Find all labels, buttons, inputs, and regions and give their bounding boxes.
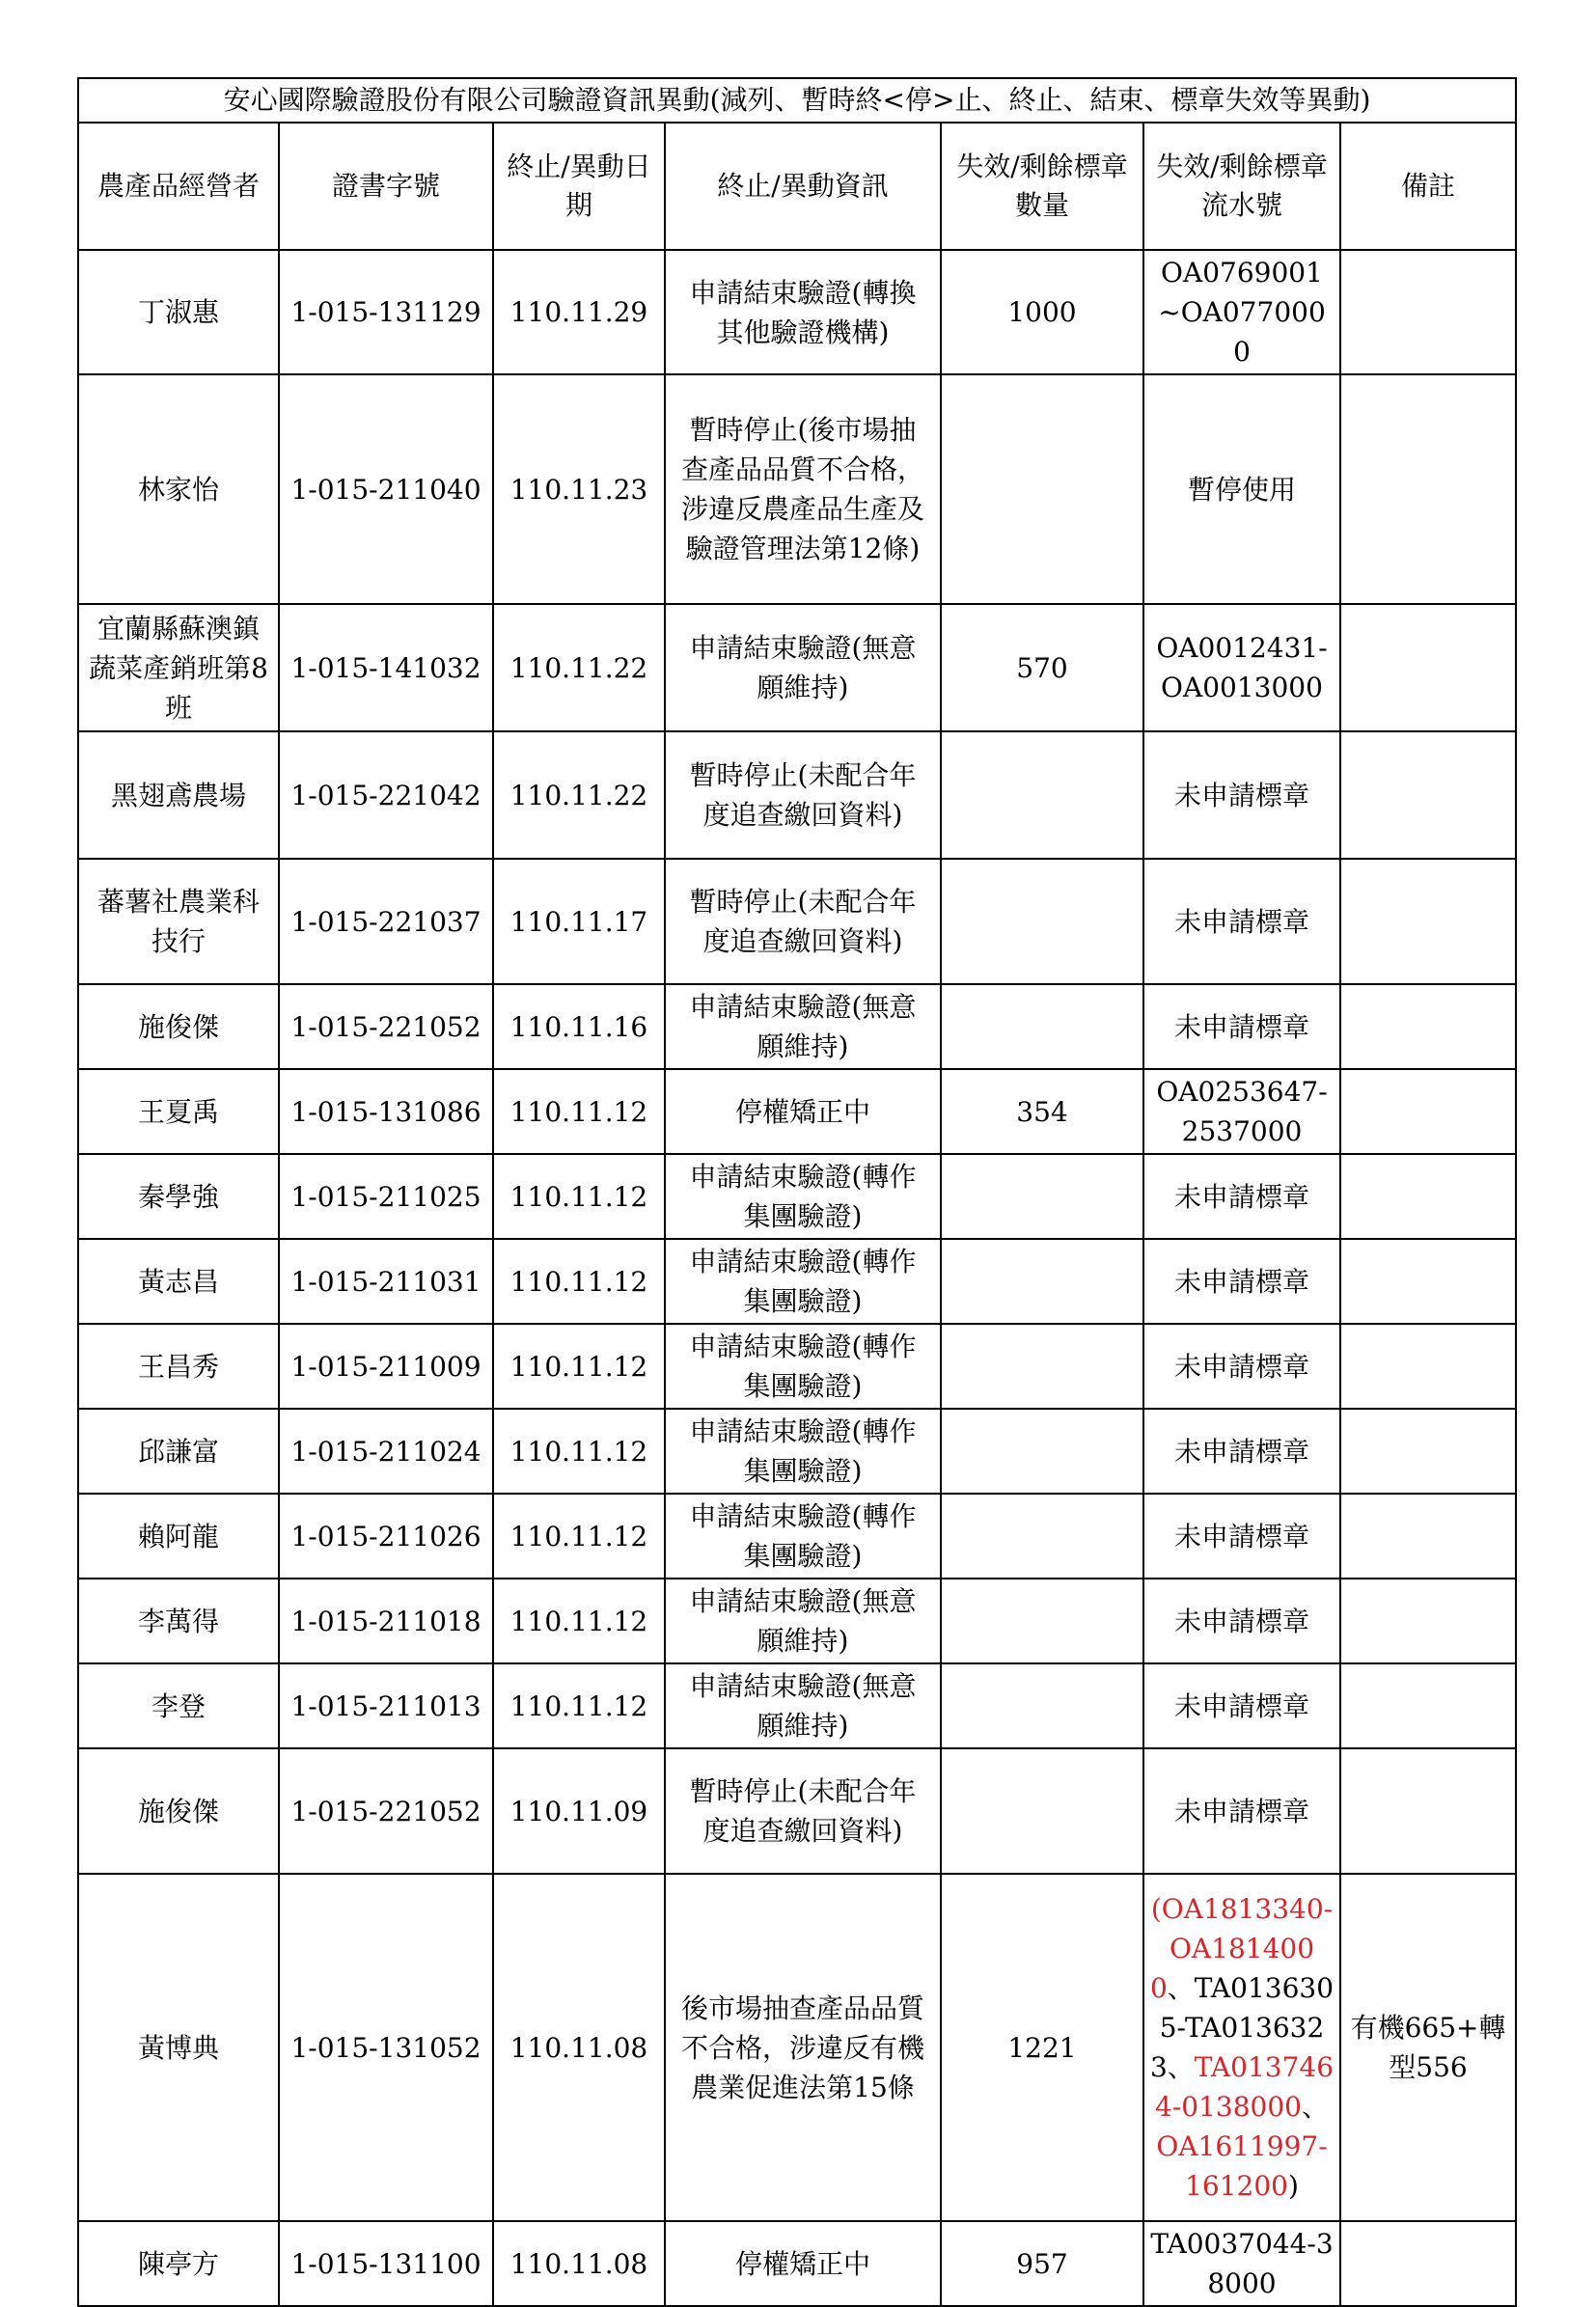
cell-operator: 李登 xyxy=(78,1663,279,1748)
cell-qty xyxy=(941,1748,1143,1874)
serial-sep-1: 、 xyxy=(1167,1972,1195,2004)
cell-date: 110.11.08 xyxy=(493,2221,665,2306)
cell-info: 申請結束驗證(轉作集團驗證) xyxy=(665,1324,941,1409)
cell-operator: 蕃薯社農業科技行 xyxy=(78,859,279,984)
cell-operator: 王昌秀 xyxy=(78,1324,279,1409)
table-row xyxy=(78,1069,1516,1154)
cell-serial: 未申請標章 xyxy=(1143,859,1340,984)
cell-cert: 1-015-211040 xyxy=(279,374,493,604)
cell-operator: 王夏禹 xyxy=(78,1069,279,1154)
cell-info: 暫時停止(未配合年度追查繳回資料) xyxy=(665,731,941,859)
cell-operator: 施俊傑 xyxy=(78,984,279,1069)
cell-date: 110.11.12 xyxy=(493,1324,665,1409)
cell-date: 110.11.29 xyxy=(493,250,665,374)
cell-note xyxy=(1340,1239,1516,1324)
cell-info: 申請結束驗證(轉作集團驗證) xyxy=(665,1494,941,1579)
cell-date: 110.11.16 xyxy=(493,984,665,1069)
table-row xyxy=(78,984,1516,1069)
cell-note xyxy=(1340,731,1516,859)
title-row xyxy=(78,78,1516,123)
header-info: 終止/異動資訊 xyxy=(665,123,941,250)
cell-operator: 黑翅鳶農場 xyxy=(78,731,279,859)
cell-date: 110.11.22 xyxy=(493,731,665,859)
table-row xyxy=(78,604,1516,731)
cell-date: 110.11.12 xyxy=(493,1239,665,1324)
cell-serial: OA0012431-OA0013000 xyxy=(1143,604,1340,731)
cell-note xyxy=(1340,1748,1516,1874)
cell-note xyxy=(1340,1409,1516,1494)
header-date: 終止/異動日期 xyxy=(493,123,665,250)
serial-part-1: (OA1813340-OA1814000 xyxy=(1149,1893,1334,2004)
cell-info: 停權矯正中 xyxy=(665,2221,941,2306)
header-serial: 失效/剩餘標章流水號 xyxy=(1143,123,1340,250)
cell-date: 110.11.12 xyxy=(493,1579,665,1663)
table-row xyxy=(78,374,1516,604)
cell-cert: 1-015-221037 xyxy=(279,859,493,984)
verification-change-table xyxy=(77,77,1517,2307)
table-row xyxy=(78,1239,1516,1324)
cell-date: 110.11.12 xyxy=(493,1069,665,1154)
cell-cert: 1-015-211018 xyxy=(279,1579,493,1663)
cell-cert: 1-015-131100 xyxy=(279,2221,493,2306)
cell-note xyxy=(1340,1324,1516,1409)
serial-end: ) xyxy=(1287,2170,1299,2202)
serial-sep-3: 、 xyxy=(1301,2091,1329,2123)
cell-note: 有機665+轉型556 xyxy=(1340,1874,1516,2221)
cell-date: 110.11.12 xyxy=(493,1494,665,1579)
table-row xyxy=(78,1324,1516,1409)
cell-serial: 未申請標章 xyxy=(1143,1154,1340,1239)
cell-date: 110.11.12 xyxy=(493,1663,665,1748)
cell-qty xyxy=(941,1409,1143,1494)
cell-serial: 未申請標章 xyxy=(1143,1494,1340,1579)
cell-qty: 957 xyxy=(941,2221,1143,2306)
table-row xyxy=(78,1494,1516,1579)
cell-info: 申請結束驗證(無意願維持) xyxy=(665,984,941,1069)
cell-info: 申請結束驗證(轉換其他驗證機構) xyxy=(665,250,941,374)
cell-serial: 未申請標章 xyxy=(1143,1324,1340,1409)
cell-info: 申請結束驗證(無意願維持) xyxy=(665,1579,941,1663)
cell-serial: TA0037044-38000 xyxy=(1143,2221,1340,2306)
cell-cert: 1-015-141032 xyxy=(279,604,493,731)
cell-note xyxy=(1340,1154,1516,1239)
cell-note xyxy=(1340,1663,1516,1748)
cell-note xyxy=(1340,1494,1516,1579)
cell-qty xyxy=(941,1579,1143,1663)
cell-date: 110.11.09 xyxy=(493,1748,665,1874)
cell-cert: 1-015-131129 xyxy=(279,250,493,374)
cell-cert: 1-015-131052 xyxy=(279,1874,493,2221)
cell-qty xyxy=(941,1494,1143,1579)
cell-operator: 李萬得 xyxy=(78,1579,279,1663)
cell-info: 後市場抽查產品品質不合格，涉違反有機農業促進法第15條 xyxy=(665,1874,941,2221)
table-row xyxy=(78,1154,1516,1239)
header-qty: 失效/剩餘標章數量 xyxy=(941,123,1143,250)
cell-date: 110.11.12 xyxy=(493,1154,665,1239)
cell-qty: 570 xyxy=(941,604,1143,731)
cell-cert: 1-015-221052 xyxy=(279,1748,493,1874)
cell-info: 申請結束驗證(轉作集團驗證) xyxy=(665,1409,941,1494)
table-row xyxy=(78,1663,1516,1748)
cell-qty: 1000 xyxy=(941,250,1143,374)
cell-note xyxy=(1340,1579,1516,1663)
table-row xyxy=(78,1409,1516,1494)
cell-cert: 1-015-221042 xyxy=(279,731,493,859)
cell-date: 110.11.12 xyxy=(493,1409,665,1494)
cell-operator: 施俊傑 xyxy=(78,1748,279,1874)
table-row xyxy=(78,250,1516,374)
cell-note xyxy=(1340,2221,1516,2306)
header-cert-number: 證書字號 xyxy=(279,123,493,250)
cell-note xyxy=(1340,604,1516,731)
cell-serial: 未申請標章 xyxy=(1143,1409,1340,1494)
table-title: 安心國際驗證股份有限公司驗證資訊異動(減列、暫時終<停>止、終止、結束、標章失效等異動) xyxy=(78,78,1516,123)
cell-qty xyxy=(941,859,1143,984)
cell-operator: 邱謙富 xyxy=(78,1409,279,1494)
cell-qty xyxy=(941,731,1143,859)
cell-serial: 未申請標章 xyxy=(1143,1748,1340,1874)
cell-info: 暫時停止(未配合年度追查繳回資料) xyxy=(665,1748,941,1874)
cell-operator: 賴阿龍 xyxy=(78,1494,279,1579)
cell-serial: 未申請標章 xyxy=(1143,1579,1340,1663)
table-row xyxy=(78,859,1516,984)
table-row xyxy=(78,731,1516,859)
cell-operator: 陳亭方 xyxy=(78,2221,279,2306)
cell-note xyxy=(1340,250,1516,374)
cell-serial-multi xyxy=(1143,1874,1340,2221)
cell-info: 申請結束驗證(無意願維持) xyxy=(665,604,941,731)
cell-note xyxy=(1340,1069,1516,1154)
table-row xyxy=(78,1874,1516,2221)
header-note: 備註 xyxy=(1340,123,1516,250)
cell-operator: 黃博典 xyxy=(78,1874,279,2221)
cell-note xyxy=(1340,859,1516,984)
cell-qty xyxy=(941,1663,1143,1748)
cell-info: 申請結束驗證(無意願維持) xyxy=(665,1663,941,1748)
cell-info: 申請結束驗證(轉作集團驗證) xyxy=(665,1154,941,1239)
cell-cert: 1-015-211026 xyxy=(279,1494,493,1579)
cell-cert: 1-015-221052 xyxy=(279,984,493,1069)
cell-qty xyxy=(941,374,1143,604)
cell-operator: 黃志昌 xyxy=(78,1239,279,1324)
header-row xyxy=(78,123,1516,250)
cell-operator: 林家怡 xyxy=(78,374,279,604)
cell-qty: 1221 xyxy=(941,1874,1143,2221)
cell-note xyxy=(1340,984,1516,1069)
cell-serial: OA0769001~OA0770000 xyxy=(1143,250,1340,374)
cell-qty: 354 xyxy=(941,1069,1143,1154)
cell-operator: 宜蘭縣蘇澳鎮蔬菜產銷班第8班 xyxy=(78,604,279,731)
cell-serial: 未申請標章 xyxy=(1143,1663,1340,1748)
table-row xyxy=(78,1579,1516,1663)
cell-serial: 未申請標章 xyxy=(1143,984,1340,1069)
cell-note xyxy=(1340,374,1516,604)
cell-info: 申請結束驗證(轉作集團驗證) xyxy=(665,1239,941,1324)
table-row xyxy=(78,1748,1516,1874)
cell-cert: 1-015-131086 xyxy=(279,1069,493,1154)
cell-operator: 秦學強 xyxy=(78,1154,279,1239)
cell-date: 110.11.17 xyxy=(493,859,665,984)
cell-serial: OA0253647-2537000 xyxy=(1143,1069,1340,1154)
serial-part-3: TA0137464-0138000 xyxy=(1155,2051,1335,2123)
cell-qty xyxy=(941,1324,1143,1409)
cell-qty xyxy=(941,984,1143,1069)
cell-info: 停權矯正中 xyxy=(665,1069,941,1154)
cell-cert: 1-015-211024 xyxy=(279,1409,493,1494)
cell-serial: 暫停使用 xyxy=(1143,374,1340,604)
cell-qty xyxy=(941,1239,1143,1324)
cell-cert: 1-015-211009 xyxy=(279,1324,493,1409)
cell-cert: 1-015-211031 xyxy=(279,1239,493,1324)
cell-serial: 未申請標章 xyxy=(1143,1239,1340,1324)
cell-operator: 丁淑惠 xyxy=(78,250,279,374)
cell-date: 110.11.22 xyxy=(493,604,665,731)
serial-part-2: TA0136305-TA0136323、 xyxy=(1149,1972,1335,2083)
cell-serial: 未申請標章 xyxy=(1143,731,1340,859)
cell-qty xyxy=(941,1154,1143,1239)
cell-cert: 1-015-211013 xyxy=(279,1663,493,1748)
header-operator: 農產品經營者 xyxy=(78,123,279,250)
cell-cert: 1-015-211025 xyxy=(279,1154,493,1239)
serial-part-4: OA1611997-161200 xyxy=(1156,2130,1328,2202)
table-row xyxy=(78,2221,1516,2306)
cell-info: 暫時停止(未配合年度追查繳回資料) xyxy=(665,859,941,984)
cell-info: 暫時停止(後市場抽查產品品質不合格，涉違反農產品生產及驗證管理法第12條) xyxy=(665,374,941,604)
cell-date: 110.11.23 xyxy=(493,374,665,604)
cell-date: 110.11.08 xyxy=(493,1874,665,2221)
